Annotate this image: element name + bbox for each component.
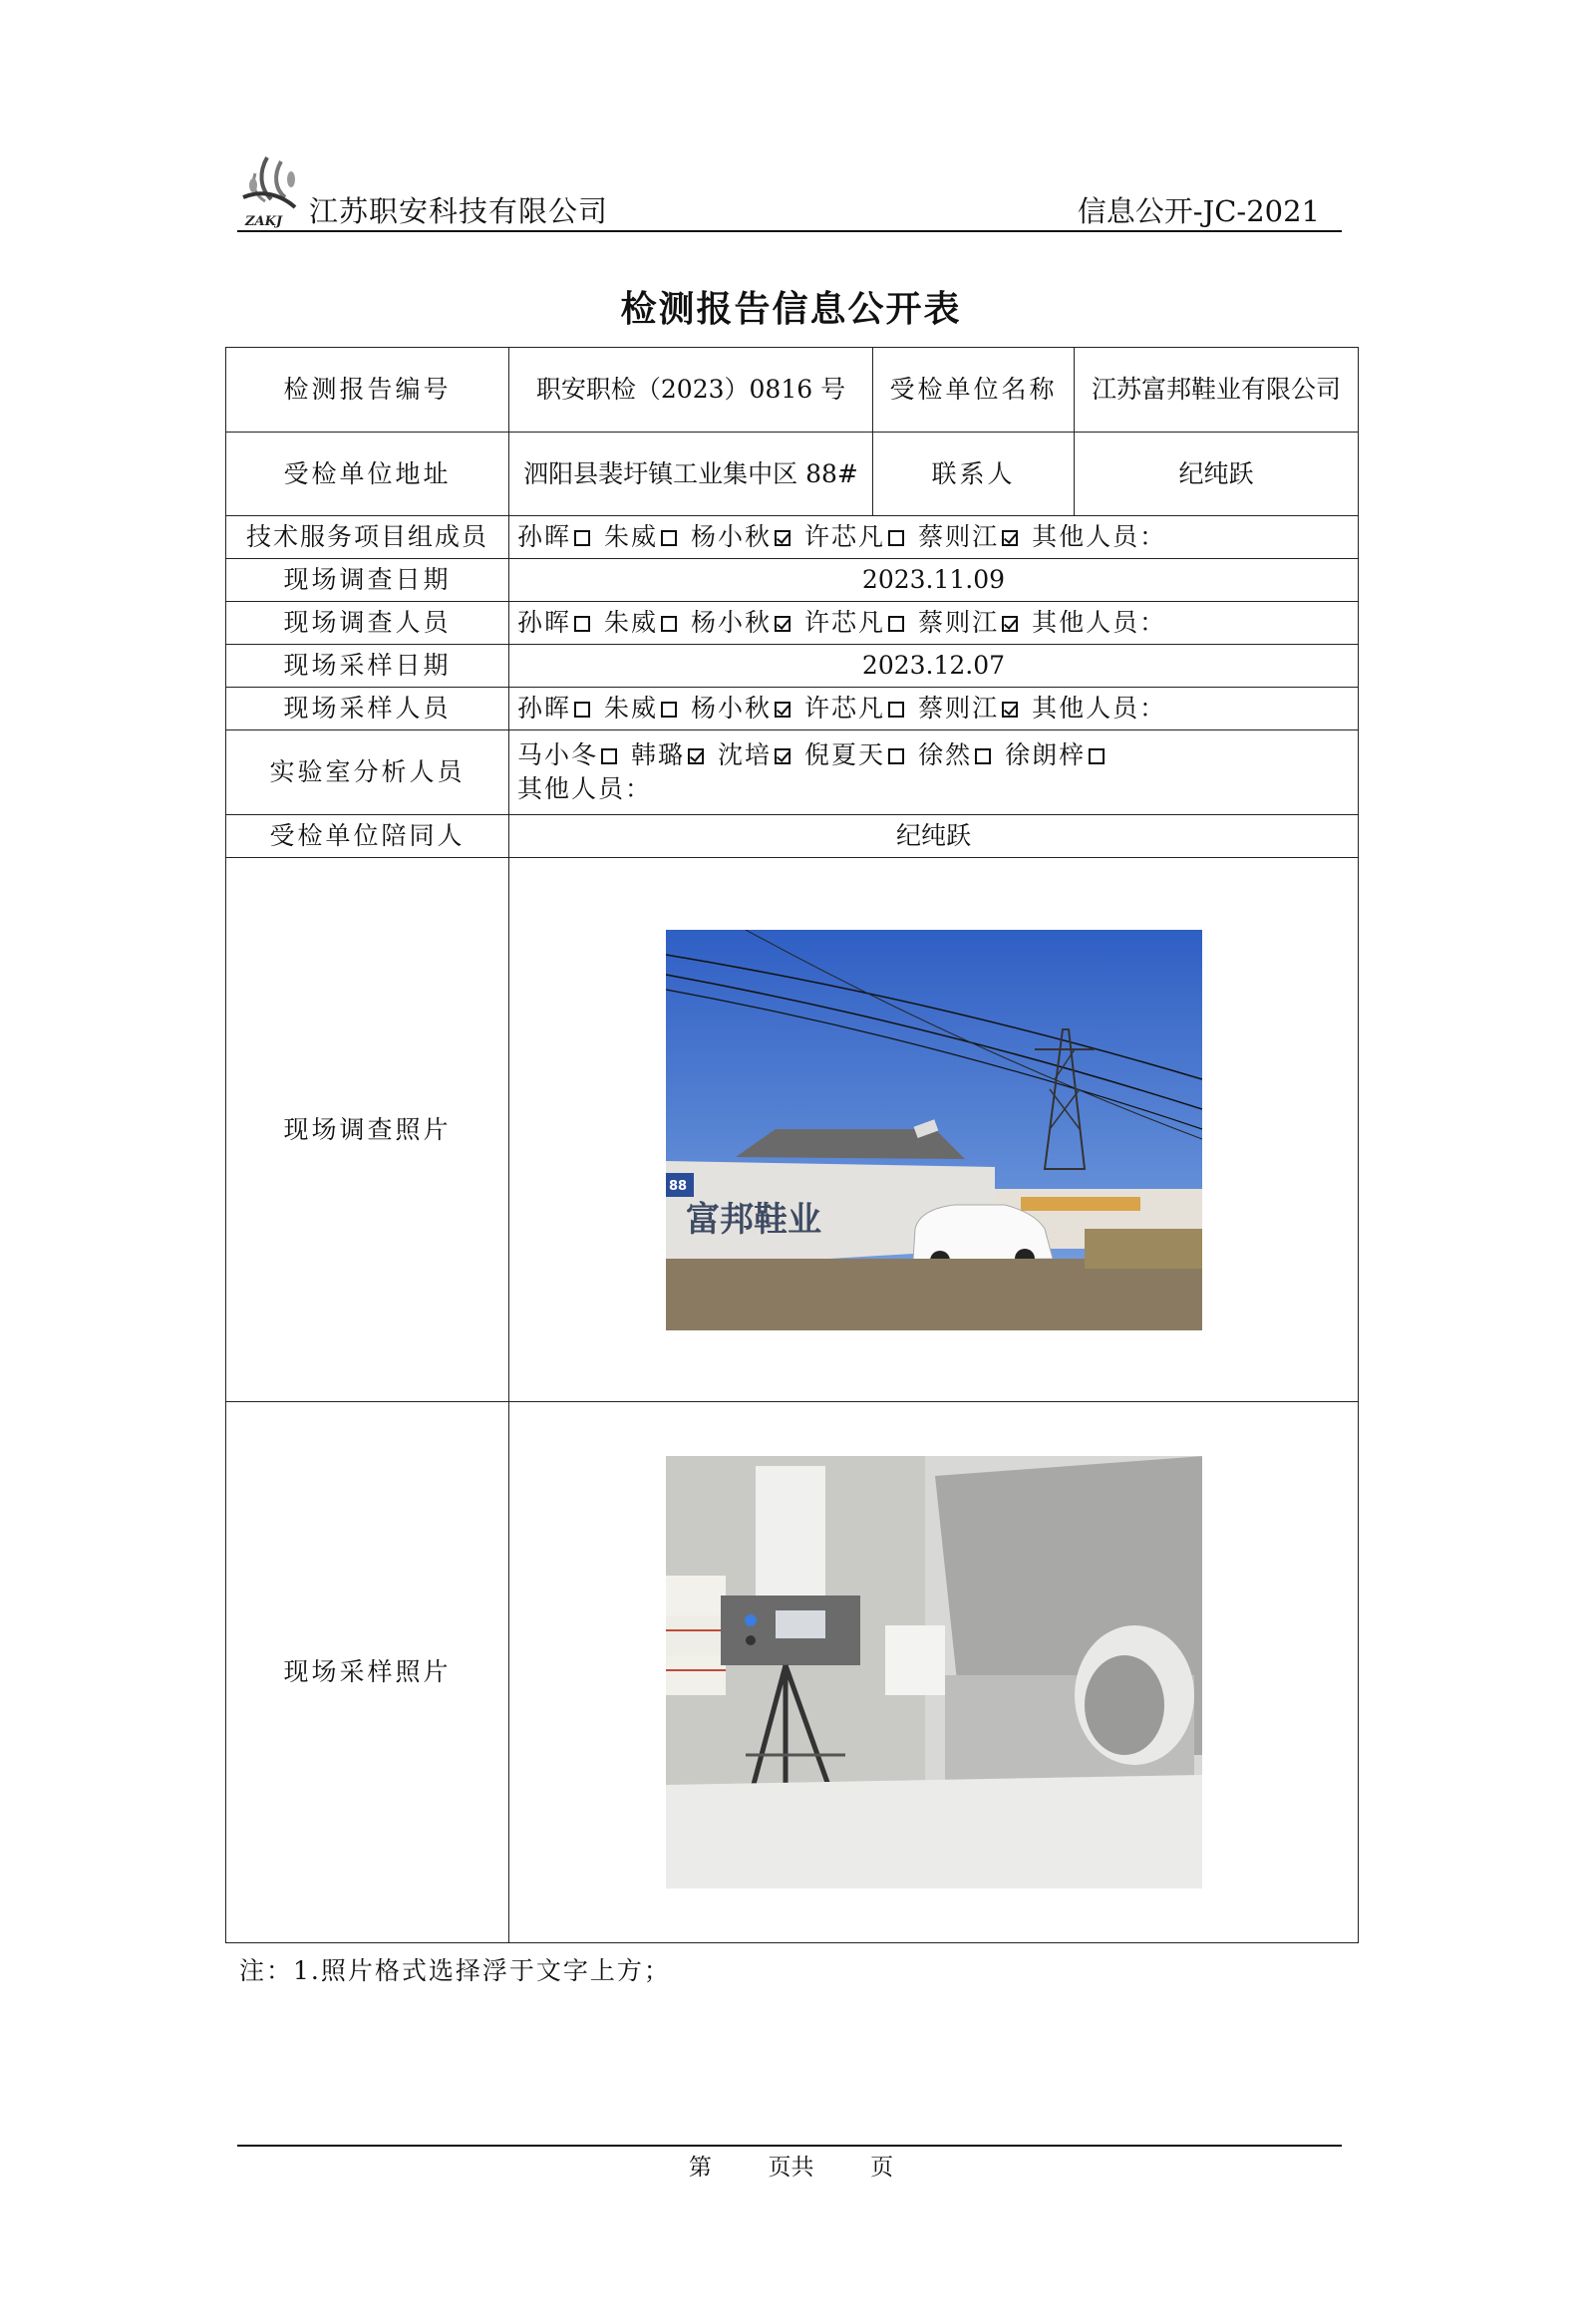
other-staff-label: 其他人员： <box>1032 522 1167 551</box>
sampling-photo <box>666 1456 1202 1888</box>
sampling-photo-label: 现场采样照片 <box>226 1402 509 1943</box>
lab-staff-label: 实验室分析人员 <box>226 730 509 815</box>
sign-text: 富邦鞋业 <box>685 1199 821 1240</box>
sampling-date-label: 现场采样日期 <box>226 645 509 688</box>
contact-label: 联系人 <box>873 433 1075 516</box>
checkbox-empty-icon <box>661 616 677 632</box>
escort-value: 纪纯跃 <box>509 815 1359 858</box>
person-name: 许芯凡 <box>804 608 886 637</box>
page-mid: 页共 <box>768 2155 814 2180</box>
checkbox-empty-icon <box>661 530 677 546</box>
logo-text: ZAKJ <box>245 214 283 229</box>
person-name: 杨小秋 <box>691 694 773 723</box>
checkbox-checked-icon <box>688 748 704 764</box>
person-name: 杨小秋 <box>691 608 773 637</box>
person-name: 徐然 <box>918 740 973 769</box>
footer-divider <box>237 2145 1342 2147</box>
person-name: 徐朗梓 <box>1005 740 1087 769</box>
survey-staff-label: 现场调查人员 <box>226 602 509 645</box>
person-name: 杨小秋 <box>691 522 773 551</box>
checkbox-empty-icon <box>574 702 590 718</box>
checkbox-empty-icon <box>574 616 590 632</box>
other-staff-label: 其他人员： <box>517 774 653 803</box>
team-members <box>509 516 1359 559</box>
checkbox-checked-icon <box>1002 530 1018 546</box>
checkbox-empty-icon <box>888 748 904 764</box>
person-name: 朱威 <box>604 694 659 723</box>
person-name: 朱威 <box>604 608 659 637</box>
page-header <box>237 140 1342 231</box>
checkbox-checked-icon <box>1002 616 1018 632</box>
company-name: 江苏职安科技有限公司 <box>309 194 609 228</box>
checkbox-empty-icon <box>1089 748 1105 764</box>
page-footer <box>0 2149 1582 2181</box>
header-divider <box>237 230 1342 232</box>
person-name: 孙晖 <box>517 522 572 551</box>
address-label: 受检单位地址 <box>226 433 509 516</box>
sampling-staff <box>509 688 1359 730</box>
survey-date-label: 现场调查日期 <box>226 559 509 602</box>
checkbox-empty-icon <box>888 702 904 718</box>
other-staff-label: 其他人员： <box>1032 608 1167 637</box>
page-suffix: 页 <box>870 2155 894 2180</box>
person-name: 韩璐 <box>631 740 686 769</box>
document-code: 信息公开-JC-2021 <box>1077 194 1320 228</box>
other-staff-label: 其他人员： <box>1032 694 1167 723</box>
unit-name-label: 受检单位名称 <box>873 348 1075 433</box>
person-name: 蔡则江 <box>918 608 1000 637</box>
unit-name-value: 江苏富邦鞋业有限公司 <box>1075 348 1359 433</box>
report-no-value: 职安职检（2023）0816 号 <box>509 348 873 433</box>
contact-value: 纪纯跃 <box>1075 433 1359 516</box>
checkbox-empty-icon <box>661 702 677 718</box>
person-name: 许芯凡 <box>804 522 886 551</box>
company-logo <box>237 151 307 231</box>
survey-date-value: 2023.11.09 <box>509 559 1359 602</box>
sampling-date-value: 2023.12.07 <box>509 645 1359 688</box>
survey-photo-label: 现场调查照片 <box>226 858 509 1402</box>
person-name: 许芯凡 <box>804 694 886 723</box>
person-name: 朱威 <box>604 522 659 551</box>
report-info-table <box>225 347 1359 1943</box>
survey-photo <box>666 930 1202 1330</box>
door-number: 88 <box>668 1178 687 1194</box>
checkbox-checked-icon <box>775 530 791 546</box>
address-value: 泗阳县裴圩镇工业集中区 88# <box>509 433 873 516</box>
escort-label: 受检单位陪同人 <box>226 815 509 858</box>
checkbox-checked-icon <box>1002 702 1018 718</box>
person-name: 马小冬 <box>517 740 599 769</box>
checkbox-checked-icon <box>775 748 791 764</box>
person-name: 蔡则江 <box>918 522 1000 551</box>
survey-staff <box>509 602 1359 645</box>
checkbox-empty-icon <box>601 748 617 764</box>
checkbox-empty-icon <box>574 530 590 546</box>
checkbox-empty-icon <box>888 530 904 546</box>
checkbox-empty-icon <box>975 748 991 764</box>
person-name: 沈培 <box>718 740 773 769</box>
person-name: 倪夏天 <box>804 740 886 769</box>
lab-staff <box>509 730 1359 815</box>
person-name: 孙晖 <box>517 694 572 723</box>
person-name: 孙晖 <box>517 608 572 637</box>
page-title: 检测报告信息公开表 <box>620 288 962 330</box>
sampling-staff-label: 现场采样人员 <box>226 688 509 730</box>
table-note: 注：1.照片格式选择浮于文字上方； <box>239 1956 671 1985</box>
page-prefix: 第 <box>688 2155 712 2180</box>
checkbox-empty-icon <box>888 616 904 632</box>
team-label: 技术服务项目组成员 <box>226 516 509 559</box>
checkbox-checked-icon <box>775 616 791 632</box>
checkbox-checked-icon <box>775 702 791 718</box>
person-name: 蔡则江 <box>918 694 1000 723</box>
report-no-label: 检测报告编号 <box>226 348 509 433</box>
